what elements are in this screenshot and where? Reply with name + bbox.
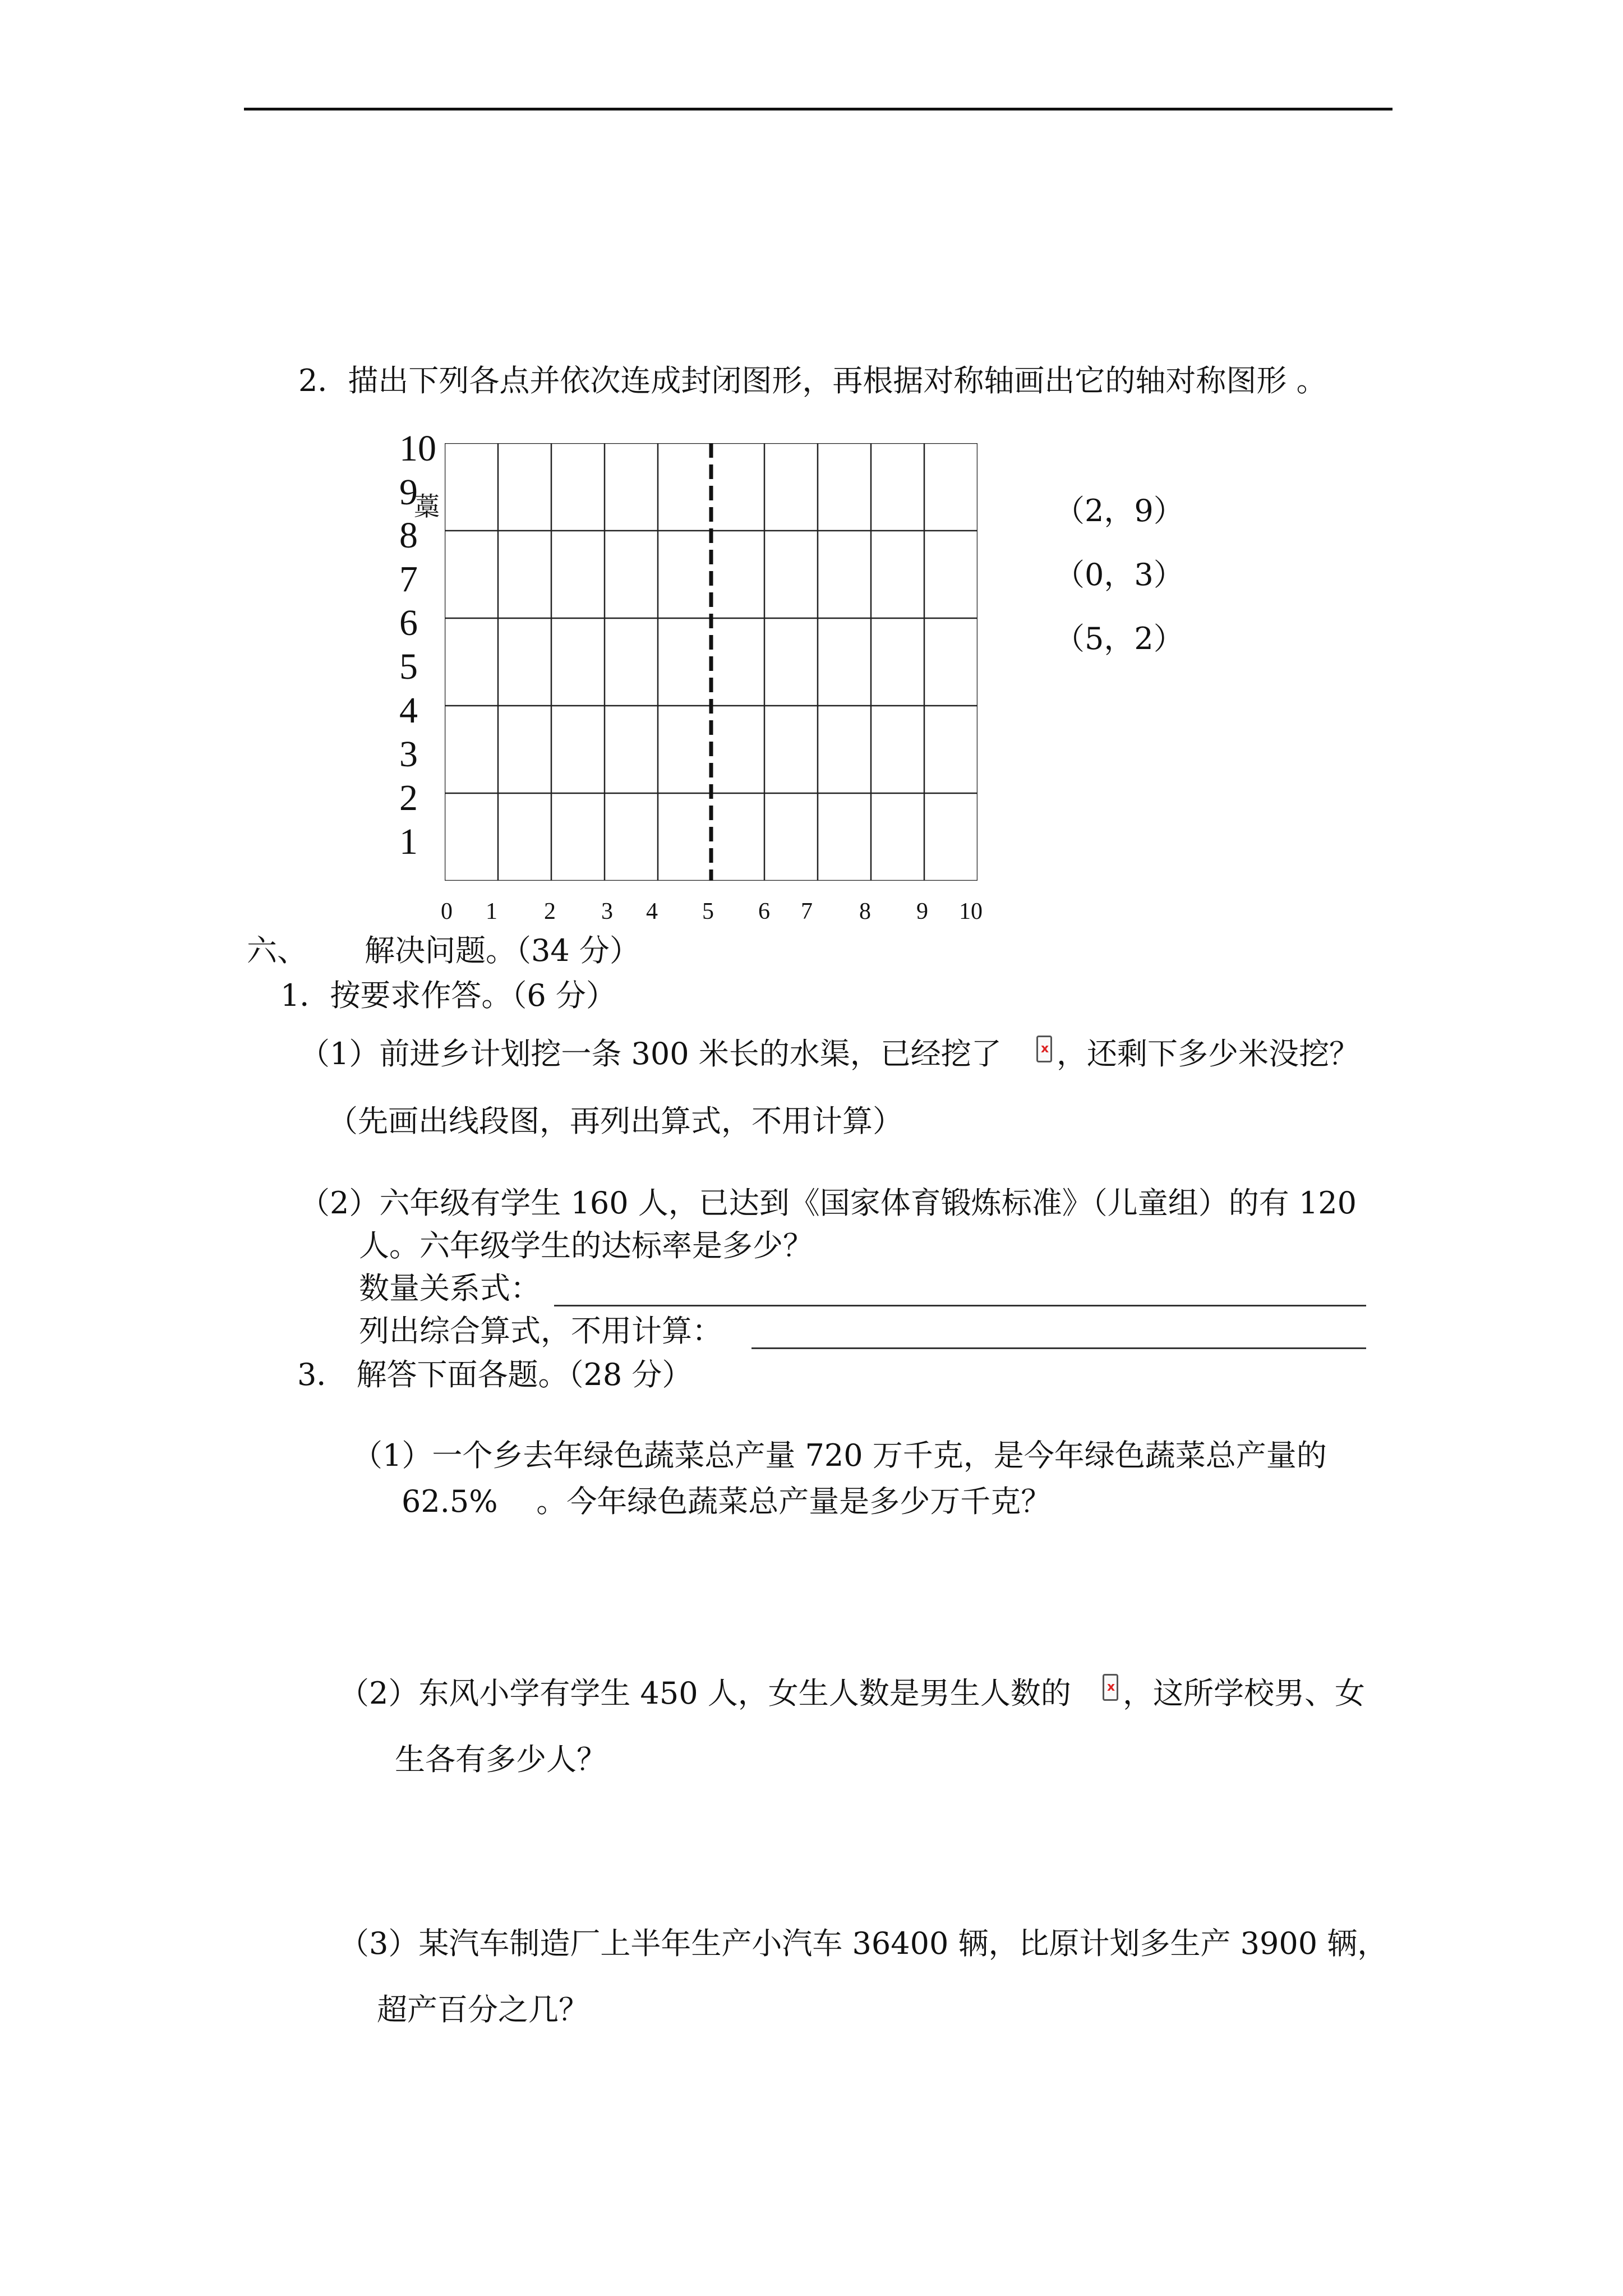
point-label: （0，3） bbox=[1054, 557, 1184, 592]
y-tick-label: 6 bbox=[399, 602, 418, 643]
header-rule bbox=[244, 108, 1393, 111]
broken-image-icon: x bbox=[1036, 1036, 1052, 1062]
y-tick-label: 5 bbox=[399, 646, 418, 687]
y-tick-label: 10 bbox=[399, 428, 436, 469]
x-tick-label: 9 bbox=[916, 899, 928, 924]
x-tick-label: 5 bbox=[702, 899, 714, 924]
q3-1-text-a: （1）一个乡去年绿色蔬菜总产量 720 万千克，是今年绿色蔬菜总产量的 bbox=[352, 1438, 1327, 1473]
q3-3-text-a: （3）某汽车制造厂上半年生产小汽车 36400 辆，比原计划多生产 3900 辆， bbox=[339, 1926, 1388, 1961]
q1-2-text-a: （2）六年级有学生 160 人，已达到《国家体育锻炼标准》（儿童组）的有 120 bbox=[299, 1185, 1357, 1221]
section-heading: 解决问题。（34 分） bbox=[365, 933, 640, 968]
y-tick-label: 2 bbox=[399, 777, 418, 818]
grid-svg bbox=[445, 443, 978, 881]
q1-1-text-b: ，还剩下多少米没挖？ bbox=[1057, 1036, 1359, 1071]
coordinate-grid bbox=[445, 443, 978, 881]
point-label: （2，9） bbox=[1054, 493, 1184, 528]
y-tick-label: 1 bbox=[399, 821, 418, 862]
y-tick-label: 9 bbox=[399, 472, 418, 513]
q3-2-text-a: （2）东风小学有学生 450 人，女生人数是男生人数的 bbox=[339, 1676, 1071, 1711]
y-tick-label: 8 bbox=[399, 515, 418, 556]
q1-1-note: （先画出线段图，再列出算式，不用计算） bbox=[328, 1103, 903, 1139]
x-tick-label: 0 bbox=[441, 899, 453, 924]
x-tick-label: 2 bbox=[544, 899, 556, 924]
x-tick-label: 4 bbox=[646, 899, 658, 924]
x-tick-label: 7 bbox=[801, 899, 813, 924]
equation-label: 列出综合算式，不用计算： bbox=[359, 1313, 722, 1349]
q1-1-text-a: （1）前进乡计划挖一条 300 米长的水渠，已经挖了 bbox=[299, 1036, 1002, 1071]
y-tick-label: 3 bbox=[399, 734, 418, 775]
section-number: 六、 bbox=[247, 933, 307, 968]
x-tick-label: 8 bbox=[859, 899, 871, 924]
q1-2-text-b: 人。六年级学生的达标率是多少？ bbox=[359, 1228, 813, 1263]
equation-answer-line[interactable] bbox=[751, 1347, 1366, 1349]
broken-image-icon: x bbox=[1103, 1674, 1118, 1701]
question-1-title: 1．按要求作答。（6 分） bbox=[280, 978, 616, 1013]
q3-2-text-b: ，这所学校男、女 bbox=[1123, 1676, 1365, 1711]
question-3-title: 3． 解答下面各题。（28 分） bbox=[297, 1357, 693, 1392]
relation-answer-line[interactable] bbox=[554, 1305, 1366, 1306]
x-tick-label: 3 bbox=[601, 899, 613, 924]
stray-glyph: 藁 bbox=[414, 491, 440, 522]
q3-3-text-b: 超产百分之几？ bbox=[377, 1992, 589, 2027]
x-tick-label: 1 bbox=[486, 899, 497, 924]
x-tick-label: 6 bbox=[758, 899, 770, 924]
y-tick-label: 7 bbox=[399, 559, 418, 600]
question-2-title: 2．描出下列各点并依次连成封闭图形，再根据对称轴画出它的轴对称图形 。 bbox=[298, 363, 1327, 398]
q3-2-text-c: 生各有多少人？ bbox=[395, 1742, 607, 1777]
q3-1-text-b: 62.5% 。今年绿色蔬菜总产量是多少万千克？ bbox=[402, 1484, 1052, 1519]
relation-label: 数量关系式： bbox=[359, 1271, 541, 1306]
y-tick-label: 4 bbox=[399, 690, 418, 731]
x-tick-label: 10 bbox=[959, 899, 983, 924]
point-label: （5，2） bbox=[1054, 621, 1184, 656]
